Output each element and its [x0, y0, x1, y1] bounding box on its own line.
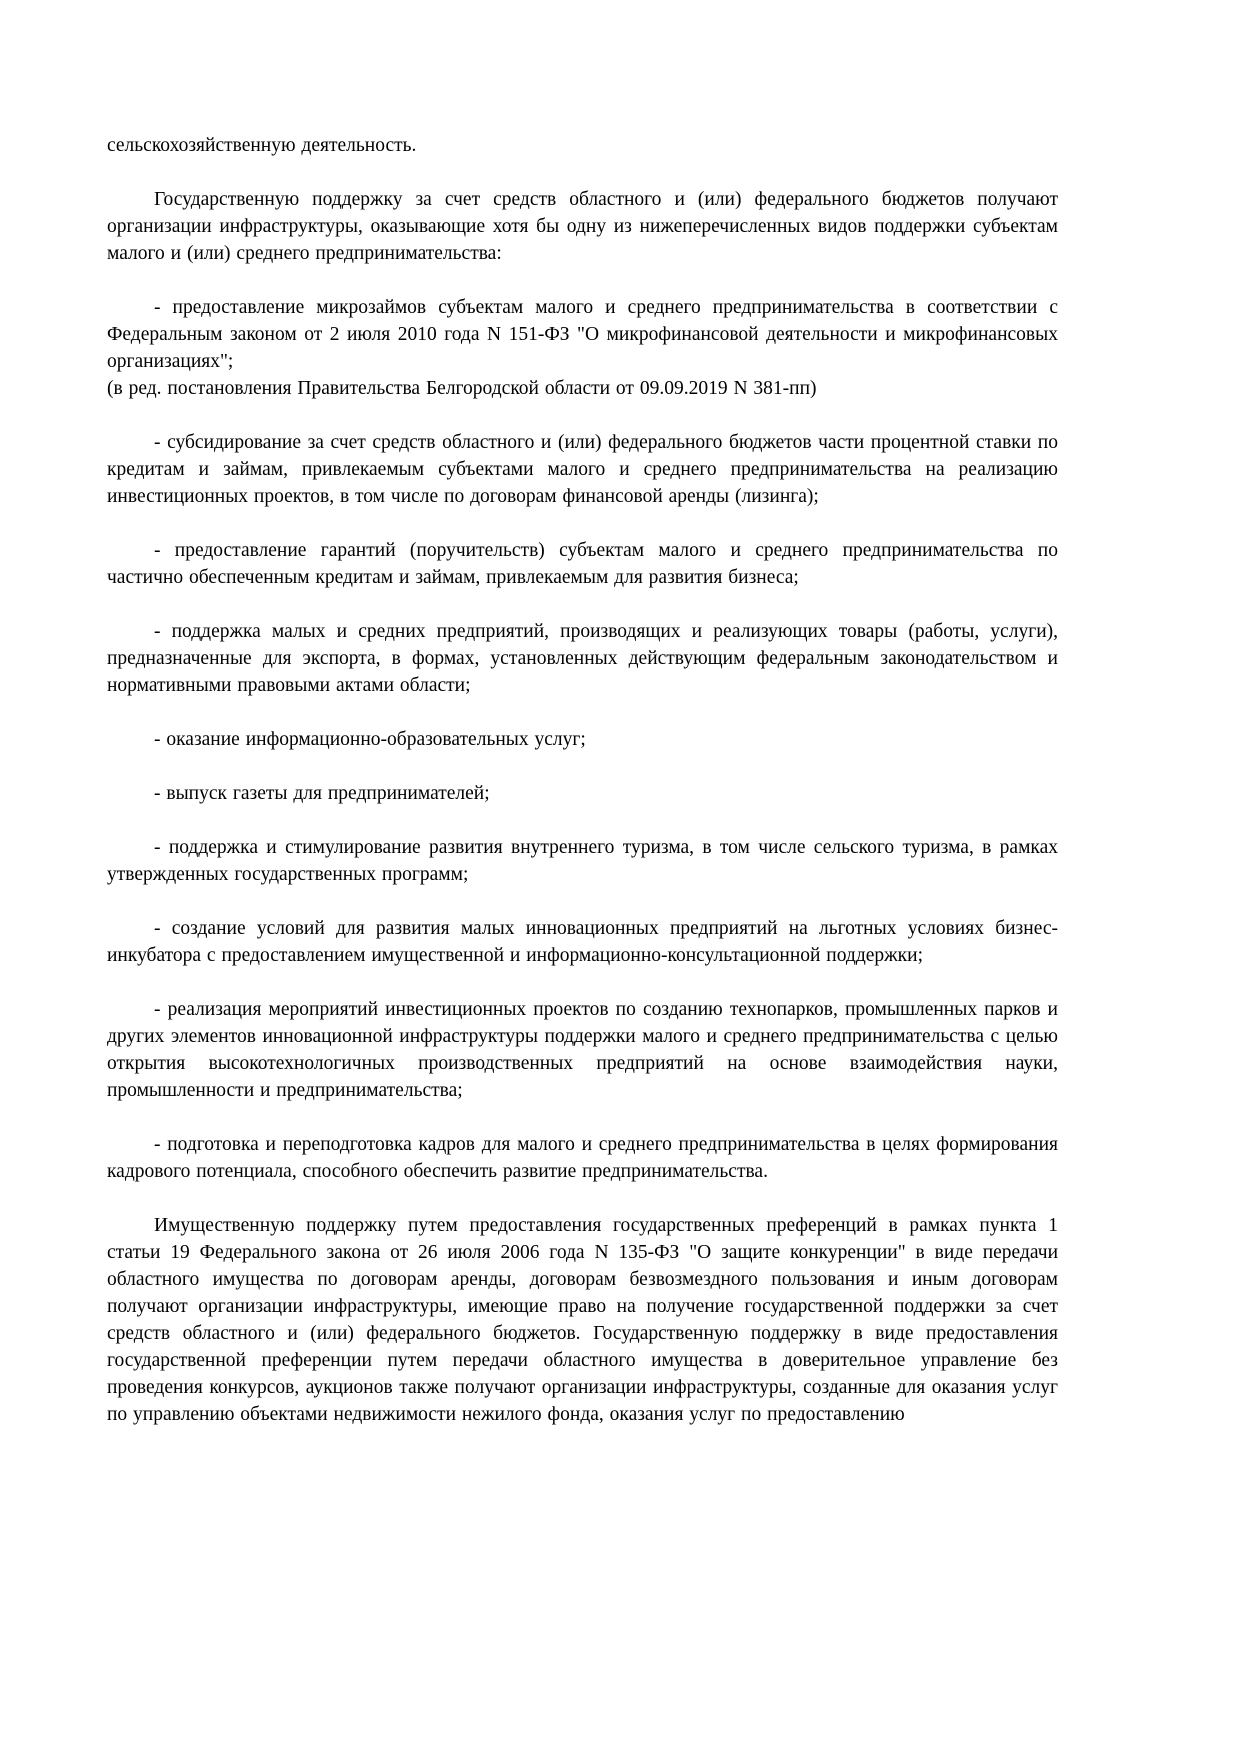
- list-item-guarantees: - предоставление гарантий (поручительств) субъектам малого и среднего предпринимательства по частично обеспеченным кредитам и займам, привлекаемым для развития бизнеса;: [107, 540, 1058, 588]
- edition-note: (в ред. постановления Правительства Белгородской области от 09.09.2019 N 381-пп): [107, 378, 817, 399]
- list-item-information-services: - оказание информационно-образовательных услуг;: [154, 729, 586, 750]
- paragraph-continuation: сельскохозяйственную деятельность.: [107, 135, 417, 156]
- list-item-technoparks: - реализация мероприятий инвестиционных проектов по созданию технопарков, промышленных парков и других элементов инновационной инфраструктуры поддержки малого и среднего предпринимательства с целью открытия высокотехнологичных производственных предприятий на основе взаимодействия науки, промышленности и предпринимательства;: [107, 999, 1058, 1101]
- list-item-incubator: - создание условий для развития малых инновационных предприятий на льготных условиях бизнес-инкубатора с предоставлением имущественной и информационно-консультационной поддержки;: [107, 918, 1058, 966]
- list-item-microloans: - предоставление микрозаймов субъектам малого и среднего предпринимательства в соответствии с Федеральным законом от 2 июля 2010 года N 151-ФЗ "О микрофинансовой деятельности и микрофинансовых организациях";: [107, 297, 1058, 372]
- list-item-export-support: - поддержка малых и средних предприятий, производящих и реализующих товары (работы, услуги), предназначенные для экспорта, в формах, установленных действующим федеральным законодательством и нормативными правовыми актами области;: [107, 621, 1058, 696]
- list-item-newspaper: - выпуск газеты для предпринимателей;: [154, 783, 490, 804]
- paragraph: Государственную поддержку за счет средств областного и (или) федерального бюджетов получают организации инфраструктуры, оказывающие хотя бы одну из нижеперечисленных видов поддержки субъектам малого и (или) среднего предпринимательства:: [107, 189, 1058, 264]
- list-item-personnel-training: - подготовка и переподготовка кадров для малого и среднего предпринимательства в целях формирования кадрового потенциала, способного обеспечить развитие предпринимательства.: [107, 1134, 1058, 1182]
- list-item-tourism: - поддержка и стимулирование развития внутреннего туризма, в том числе сельского туризма, в рамках утвержденных государственных программ;: [107, 837, 1058, 885]
- paragraph-property-support: Имущественную поддержку путем предоставления государственных преференций в рамках пункта 1 статьи 19 Федерального закона от 26 июля 2006 года N 135-ФЗ "О защите конкуренции" в виде передачи областного имущества по договорам аренды, договорам безвозмездного пользования и иным договорам получают организации инфраструктуры, имеющие право на получение государственной поддержки за счет средств областного и (или) федерального бюджетов. Государственную поддержку в виде предоставления государственной преференции путем передачи областного имущества в доверительное управление без проведения конкурсов, аукционов также получают организации инфраструктуры, созданные для оказания услуг по управлению объектами недвижимости нежилого фонда, оказания услуг по предоставлению: [107, 1215, 1058, 1425]
- list-item-subsidies: - субсидирование за счет средств областного и (или) федерального бюджетов части процентной ставки по кредитам и займам, привлекаемым субъектами малого и среднего предпринимательства на реализацию инвестиционных проектов, в том числе по договорам финансовой аренды (лизинга);: [107, 432, 1058, 507]
